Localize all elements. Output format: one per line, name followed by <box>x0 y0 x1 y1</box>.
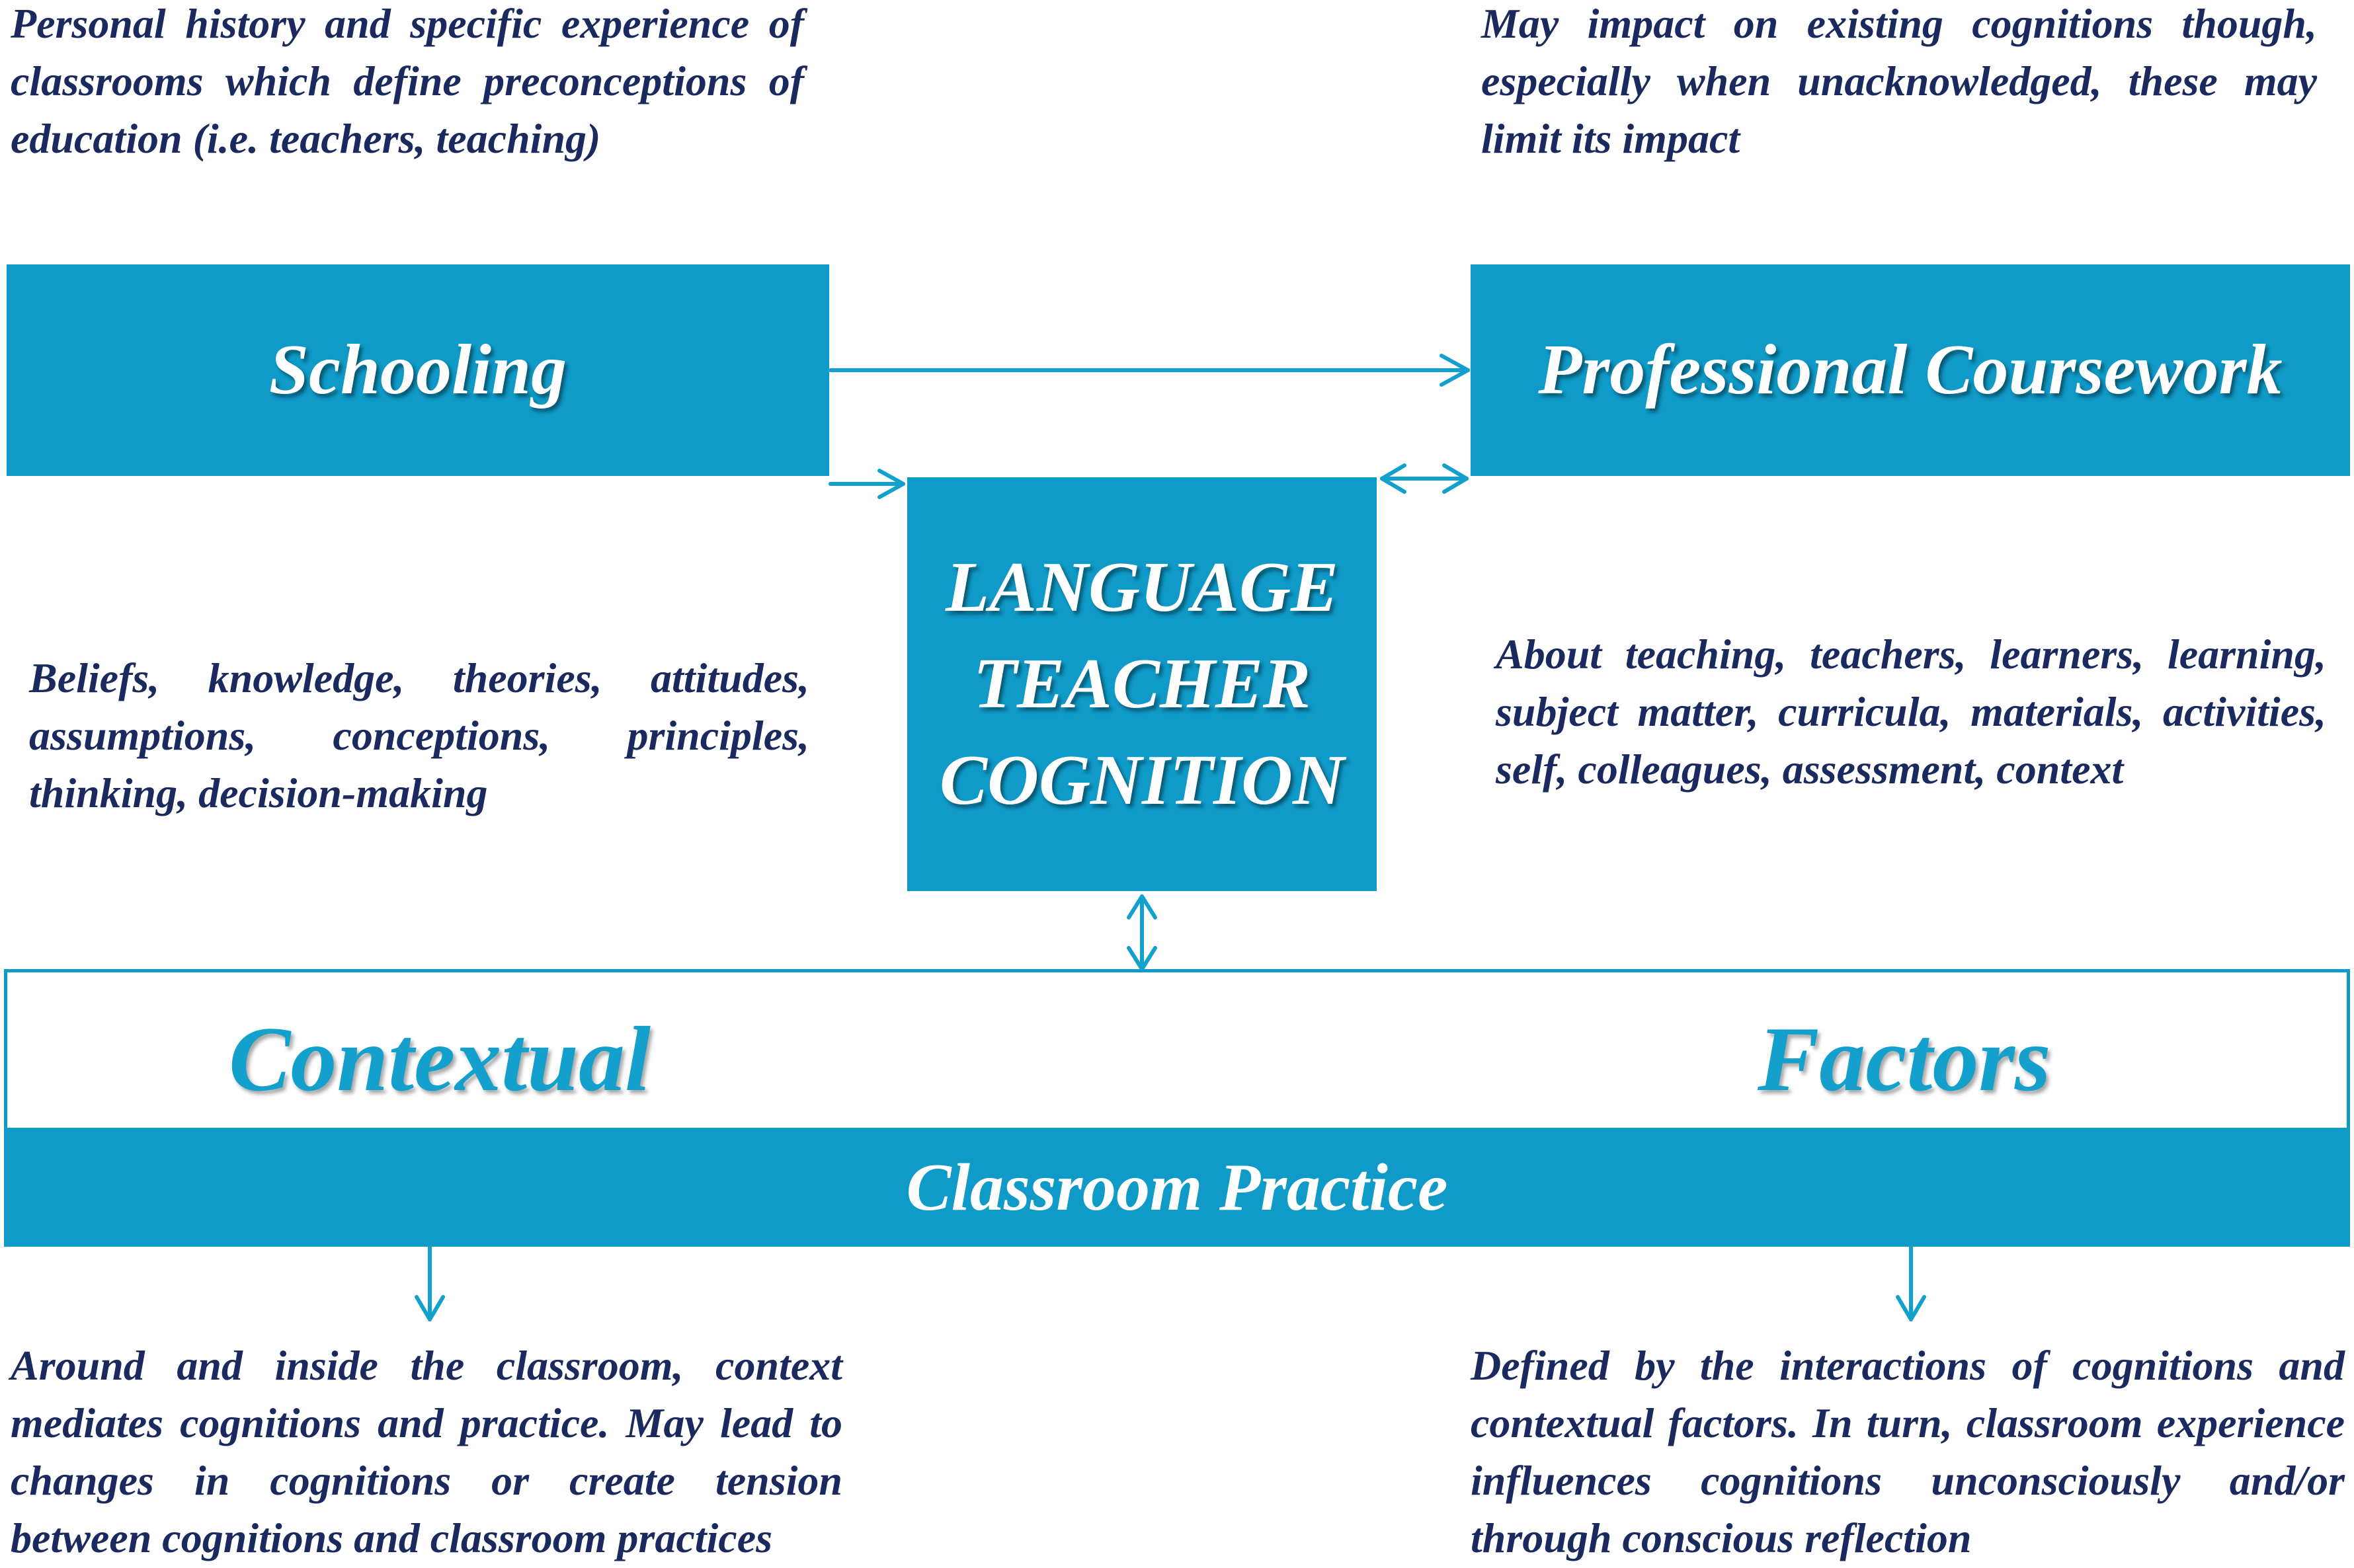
context-note: Around and inside the classroom, context mediates cognitions and practice. May lead to changes in cognitions or create tension between cognitions and classroom practices <box>11 1342 842 1561</box>
schooling-note: Personal history and specific experience of classrooms which define preconceptions of education (i.e. teachers, teaching) <box>11 0 804 162</box>
classroom-practice-title: Classroom Practice <box>906 1150 1448 1225</box>
cognition-topics-note: About teaching, teachers, learners, learning, subject matter, curricula, materials, activities, self, colleagues, assessment, context <box>1496 631 2326 793</box>
schooling-to-coursework-arrow <box>831 356 1468 385</box>
professional-coursework-box <box>1471 264 2350 476</box>
contextual-label: Contextual <box>229 1008 651 1111</box>
schooling-box <box>7 264 829 476</box>
practice-to-note-arrow <box>1898 1247 1924 1319</box>
coursework-note: May impact on existing cognitions though, especially when unacknowledged, these may limit its impact <box>1481 0 2317 162</box>
professional-coursework-title: Professional Coursework <box>1538 331 2283 409</box>
cognition-components-note: Beliefs, knowledge, theories, attitudes, assumptions, conceptions, principles, thinking, decision-making <box>29 654 809 816</box>
context-to-note-arrow <box>417 1247 443 1319</box>
schooling-title: Schooling <box>268 331 567 409</box>
practice-note: Defined by the interactions of cognitions and contextual factors. In turn, classroom experience influences cognitions unconsciously and/or through conscious reflection <box>1471 1342 2345 1561</box>
cognition-context-double-arrow <box>1129 896 1155 969</box>
language-teacher-cognition-box <box>907 477 1377 891</box>
core-title-line-3: COGNITION <box>939 741 1345 820</box>
classroom-practice-band <box>4 1128 2350 1247</box>
cognition-coursework-double-arrow <box>1382 465 1467 492</box>
schooling-to-cognition-arrow <box>831 471 903 497</box>
factors-label: Factors <box>1758 1008 2051 1111</box>
core-title-line-1: LANGUAGE <box>945 548 1339 627</box>
core-title-line-2: TEACHER <box>973 645 1311 723</box>
